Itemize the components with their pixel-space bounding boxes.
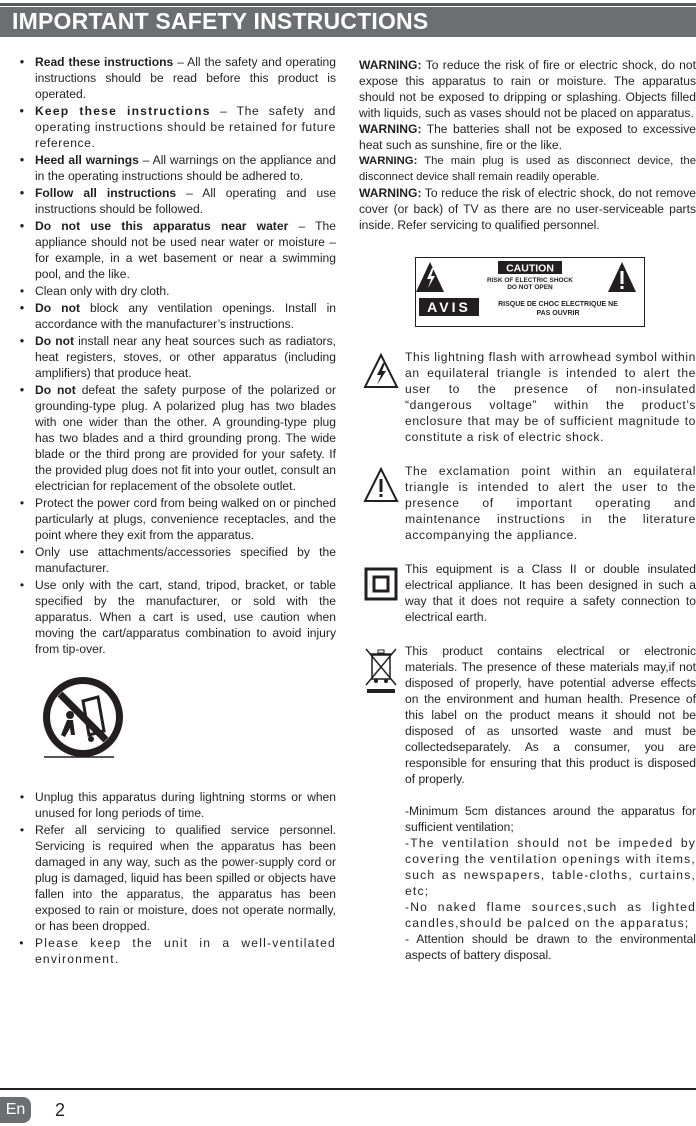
- warnings-block: [359, 57, 696, 233]
- caution-fr-line1: RISQUE DE CHOC ELECTRIQUE NE: [498, 301, 618, 308]
- list-item: [16, 185, 336, 217]
- item-text: Only use attachments/accessories specified by the manufacturer.: [35, 545, 336, 575]
- right-column: [359, 57, 696, 963]
- exclamation-triangle-icon: [363, 465, 399, 505]
- symbol-text: This equipment is a Class II or double insulated electrical appliance. It has been designed in such a way that it does not require a safety connection to electrical earth.: [405, 562, 696, 624]
- item-text: Refer all servicing to qualified service personnel. Servicing is required when the apparatus has been damaged in any way, such as the power-supply cord or plug is damaged, liquid has been spilled or objects have fallen into the apparatus, the apparatus has been exposed to rain or moisture, does not operate normally, or has been dropped.: [35, 823, 336, 933]
- warning-label: WARNING:: [359, 122, 422, 136]
- list-item: [16, 54, 336, 102]
- item-text: Use only with the cart, stand, tripod, bracket, or table specified by the manufacturer, or sold with the apparatus. When a cart is used, use caution when moving the cart/apparatus combination to avoid injury from tip-over.: [35, 578, 336, 656]
- safety-list: [16, 54, 336, 657]
- symbol-text: The exclamation point within an equilateral triangle is intended to alert the user to the presence of important operating and maintenance instructions in the literature accompanying the appliance.: [405, 464, 696, 542]
- item-heading: Do not: [35, 383, 76, 397]
- symbol-explanation: [359, 643, 696, 787]
- list-item: [16, 283, 336, 299]
- bullet: •: [19, 301, 25, 315]
- bullet: •: [19, 186, 25, 200]
- warning-paragraph: [359, 121, 696, 153]
- item-text: Unplug this apparatus during lightning storms or when unused for long periods of time.: [35, 790, 336, 820]
- left-column: [16, 54, 336, 968]
- item-heading: Do not use this apparatus near water: [35, 219, 289, 233]
- warning-paragraph: [359, 185, 696, 233]
- page-number: 2: [55, 1100, 66, 1120]
- note-text: -The ventilation should not be impeded by covering the ventilation openings with items, such as newspapers, table-cloths, curtains, etc;: [405, 836, 696, 898]
- item-text: – All the safety and operating instructions should be read before this product is operated.: [35, 55, 336, 101]
- item-text: install near any heat sources such as radiators, heat registers, stoves, or other apparatus (including amplifiers) that produce heat.: [35, 334, 336, 380]
- warning-label: WARNING:: [359, 58, 422, 72]
- list-item: [16, 577, 336, 657]
- title-bar: [0, 7, 696, 37]
- bullet: •: [19, 219, 25, 233]
- bullet: •: [19, 823, 25, 837]
- footer-rule: [0, 1088, 696, 1090]
- caution-label-graphic: [416, 258, 643, 325]
- avis-word: AVIS: [427, 299, 471, 315]
- symbol-explanation: [359, 349, 696, 445]
- note-text: - Attention should be drawn to the environmental aspects of battery disposal.: [405, 932, 696, 962]
- item-text: – The appliance should not be used near water or moisture – for example, in a wet basement or near a swimming pool, and the like.: [35, 219, 336, 281]
- list-item: [16, 103, 336, 151]
- item-text: Protect the power cord from being walked on or pinched particularly at plugs, convenience receptacles, and the point where they exit from the apparatus.: [35, 496, 336, 542]
- caution-en-line1: RISK OF ELECTRIC SHOCK: [487, 277, 573, 284]
- cart-tipover-graphic: [38, 675, 148, 765]
- bullet: •: [19, 334, 25, 348]
- bullet: •: [19, 790, 25, 804]
- bullet: •: [19, 545, 25, 559]
- item-text: – All operating and use instructions should be followed.: [35, 186, 336, 216]
- caution-word: CAUTION: [506, 262, 554, 275]
- warning-text: The batteries shall not be exposed to excessive heat such as sunshine, fire or the like.: [359, 122, 696, 152]
- item-text: – The safety and operating instructions should be retained for future reference.: [35, 104, 336, 150]
- warning-paragraph: [359, 57, 696, 121]
- top-rule: [0, 3, 696, 6]
- list-item: [16, 544, 336, 576]
- item-heading: Follow all instructions: [35, 186, 177, 200]
- note-text: -Minimum 5cm distances around the apparatus for sufficient ventilation;: [405, 804, 696, 834]
- warning-text: To reduce the risk of fire or electric shock, do not expose this apparatus to rain or moisture. The apparatus should not be exposed to dripping or splashing. Objects filled with liquids, such as vases should not be placed on apparatus.: [359, 58, 696, 120]
- list-item: [16, 495, 336, 543]
- item-heading: Read these instructions: [35, 55, 174, 69]
- symbol-text: This product contains electrical or electronic materials. The presence of these materials may,if not disposed of properly, have potential adverse effects on the environment and human health. Presence of this label on the product means it should not be disposed of as unsorted waste and must be collectedseparately. As a consumer, you are responsible for ensuring that this product is disposed of properly.: [405, 644, 696, 786]
- list-item: [16, 152, 336, 184]
- list-item: [16, 382, 336, 494]
- item-text: defeat the safety purpose of the polarized or grounding-type plug. A polarized plug has two blades with one wider than the other. A grounding-type plug has two blades and a third grounding prong. The wide blade or the third prong are provided for your safety. If the provided plug does not fit into your outlet, consult an electrician for replacement of the obsolete outlet.: [35, 383, 336, 493]
- bullet: •: [19, 284, 25, 298]
- bullet: •: [19, 496, 25, 510]
- safety-list-continued: [16, 789, 336, 967]
- symbol-text: This lightning flash with arrowhead symbol within an equilateral triangle is intended to alert the user to the presence of non-insulated “dangerous voltage” within the product’s enclosure that may be of sufficient magnitude to constitute a risk of electric shock.: [405, 350, 696, 444]
- class-ii-double-square-icon: [363, 563, 399, 603]
- bullet: •: [19, 153, 25, 167]
- list-item: [16, 300, 336, 332]
- symbol-explanation: [359, 463, 696, 543]
- item-heading: Do not: [35, 301, 80, 315]
- list-item: [16, 789, 336, 821]
- item-heading: Heed all warnings: [35, 153, 139, 167]
- warning-label: WARNING:: [359, 186, 422, 200]
- list-item: [16, 333, 336, 381]
- item-text: Clean only with dry cloth.: [35, 284, 170, 298]
- caution-label: [415, 257, 645, 327]
- item-text: Please keep the unit in a well-ventilated environment.: [35, 936, 336, 966]
- bullet: •: [19, 578, 25, 592]
- page-title: IMPORTANT SAFETY INSTRUCTIONS: [12, 8, 429, 34]
- bullet: •: [19, 383, 25, 397]
- bullet: •: [19, 936, 25, 950]
- symbol-explanation: [359, 561, 696, 625]
- bullet: •: [19, 55, 25, 69]
- warning-label: WARNING:: [359, 155, 418, 167]
- warning-paragraph: [359, 153, 696, 185]
- list-item: [16, 218, 336, 282]
- crossed-bin-icon: [363, 645, 399, 695]
- list-item: [16, 822, 336, 934]
- lightning-triangle-icon: [363, 351, 399, 391]
- note-text: -No naked flame sources,such as lighted candles,should be palced on the apparatus;: [405, 900, 696, 930]
- language-badge: En: [0, 1097, 31, 1123]
- item-heading: Do not: [35, 334, 75, 348]
- warning-text: The main plug is used as disconnect device, the disconnect device shall remain readily operable.: [359, 155, 696, 183]
- list-item: [16, 935, 336, 967]
- item-text: – All warnings on the appliance and in the operating instructions should be adhered to.: [35, 153, 337, 183]
- item-heading: Keep these instructions: [35, 104, 211, 118]
- caution-en-line2: DO NOT OPEN: [507, 284, 553, 291]
- extra-notes: [359, 803, 696, 963]
- bullet: •: [19, 104, 25, 118]
- cart-tipover-warning-icon: [38, 675, 148, 765]
- caution-fr-line2: PAS OUVRIR: [536, 310, 580, 317]
- warning-text: To reduce the risk of electric shock, do not remove cover (or back) of TV as there are no user-serviceable parts inside. Refer servicing to qualified personnel.: [359, 186, 696, 232]
- item-text: block any ventilation openings. Install in accordance with the manufacturer’s instructions.: [35, 301, 336, 331]
